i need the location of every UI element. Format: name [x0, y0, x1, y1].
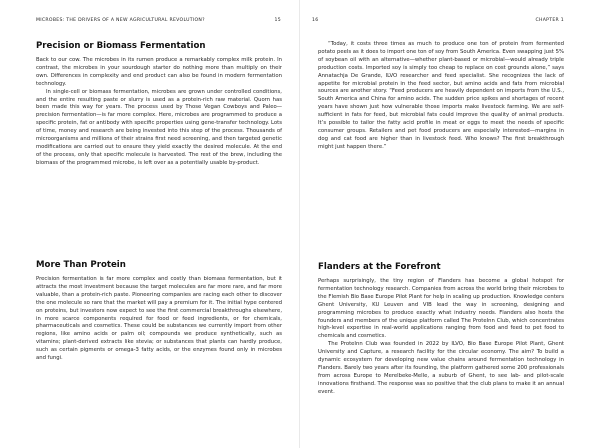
left-running-head [36, 18, 281, 23]
paragraph: In single-cell or biomass fermentation, microbes are grown under controlled conditions, and the entire resulting paste or slurry is used as a protein-rich raw material. Quorn has been made this way for years. The process used by Those Vegan Cowboys and Paleo—precision fermentation—is far more complex. Here, microbes are programmed to produce a specific protein, fat or antibody with specific properties using gene-transfer technology. Lots of time, money and research are being invested into this step of the process. Thousands of microorganisms and millions of their strains first need screening, and then targeted genetic modifications are carried out to ensure they yield exactly the desired molecule. At the end of the process, only that specific molecule is harvested. The rest of the brew, including the biomass of the programmed microbe, is left over as a potentially usable by-product. [36, 88, 282, 166]
paragraph: Back to our cow. The microbes in its rumen produce a remarkably complex milk protein. In contrast, the microbes in your sourdough starter do nothing more than multiply on their own. Differences in complexity and end product can also be found in modern fermentation technology. [36, 57, 282, 87]
section-heading: Precision or Biomass Fermentation [36, 41, 206, 51]
section-heading: Flanders at the Forefront [318, 262, 441, 272]
paragraph: The ProteInn Club was founded in 2022 by ILVO, Bio Base Europe Pilot Plant, Ghent University and Capture, a research facility for the circular economy. The aim? To build a dynamic ecosystem for developing new value chains around fermentation technology in Flanders. Barely two years after its founding, the platform gathered some 200 professionals from across Europe to Merelbeke-Melle, a suburb of Ghent, to see lab- and pilot-scale innovations firsthand. The response was so positive that the club plans to make it an annual event. [318, 341, 564, 395]
left-section-precision [36, 41, 282, 168]
right-quote-block [318, 41, 564, 152]
right-section-flanders [318, 262, 564, 397]
right-page [300, 0, 600, 448]
paragraph: “Today, it costs three times as much to produce one ton of protein from fermented potato peels as it does to import one ton of soy from South America. Even swapping just 5% of soybean oil with an alternative—whether plant-based or microbial—would already triple production costs. Imported soy is simply too cheap to replace on cost grounds alone,” says Annatachja De Grande, ILVO researcher and feed specialist. She recognizes the lack of appetite for microbial protein in the feed sector, but amino acids and fats from microbial sources are another story. “Feed producers are heavily dependent on imports from the U.S., South America and China for amino acids. The sudden price spikes and shortages of recent years have shown just how vulnerable those imports make livestock farming. We are self-sufficient in fats for feed, but microbial fats could improve the quality of animal products. It’s possible to tailor the fatty acid profile in meat or eggs to meet the needs of specific consumer groups. Retailers and pet food producers are especially interested—margins in dog and cat food are higher than in livestock feed. Who knows? The first breakthrough might just happen there.” [318, 41, 564, 150]
left-section-more-than-protein [36, 260, 282, 363]
right-running-head [312, 18, 564, 23]
running-title: CHAPTER 1 [535, 18, 564, 23]
paragraph: Precision fermentation is far more complex and costly than biomass fermentation, but it attracts the most investment because the target molecules are far more rare, and far more valuable, than a protein-rich paste. Pioneering companies are racing each other to discover the one molecule so rare that the market will pay a premium for it. The initial hype centered on proteins, but investors now expect to see the first commercial breakthroughs elsewhere, in more scarce components required for food or feed ingredients, or for chemicals, pharmaceuticals and cosmetics. These could be substances we currently import from other regions, like amino acids or palm oil; compounds we produce synthetically, such as vitamins; plant-derived extracts like stevia; or substances that plants can hardly produce, such as certain pigments or omega-3 fatty acids, or the enzymes found only in microbes and fungi. [36, 276, 282, 362]
page-number: 16 [312, 18, 319, 23]
running-title: MICROBES: THE DRIVERS OF A NEW AGRICULTURAL REVOLUTION? [36, 18, 205, 23]
page-number: 15 [274, 18, 281, 23]
paragraph: Perhaps surprisingly, the tiny region of Flanders has become a global hotspot for fermentation technology research. Companies from across the world bring their microbes to the Flemish Bio Base Europe Pilot Plant for help in scaling up production. Knowledge centers Ghent University, KU Leuven and VIB lead the way in screening, designing and programming microbes to produce exactly what industry needs. Flanders also hosts the founders and members of the unique platform called The ProteInn Club, which concentrates high-level expertise in real-world applications ranging from food and feed to pet food to chemicals and cosmetics. [318, 278, 564, 340]
section-heading: More Than Protein [36, 260, 126, 270]
